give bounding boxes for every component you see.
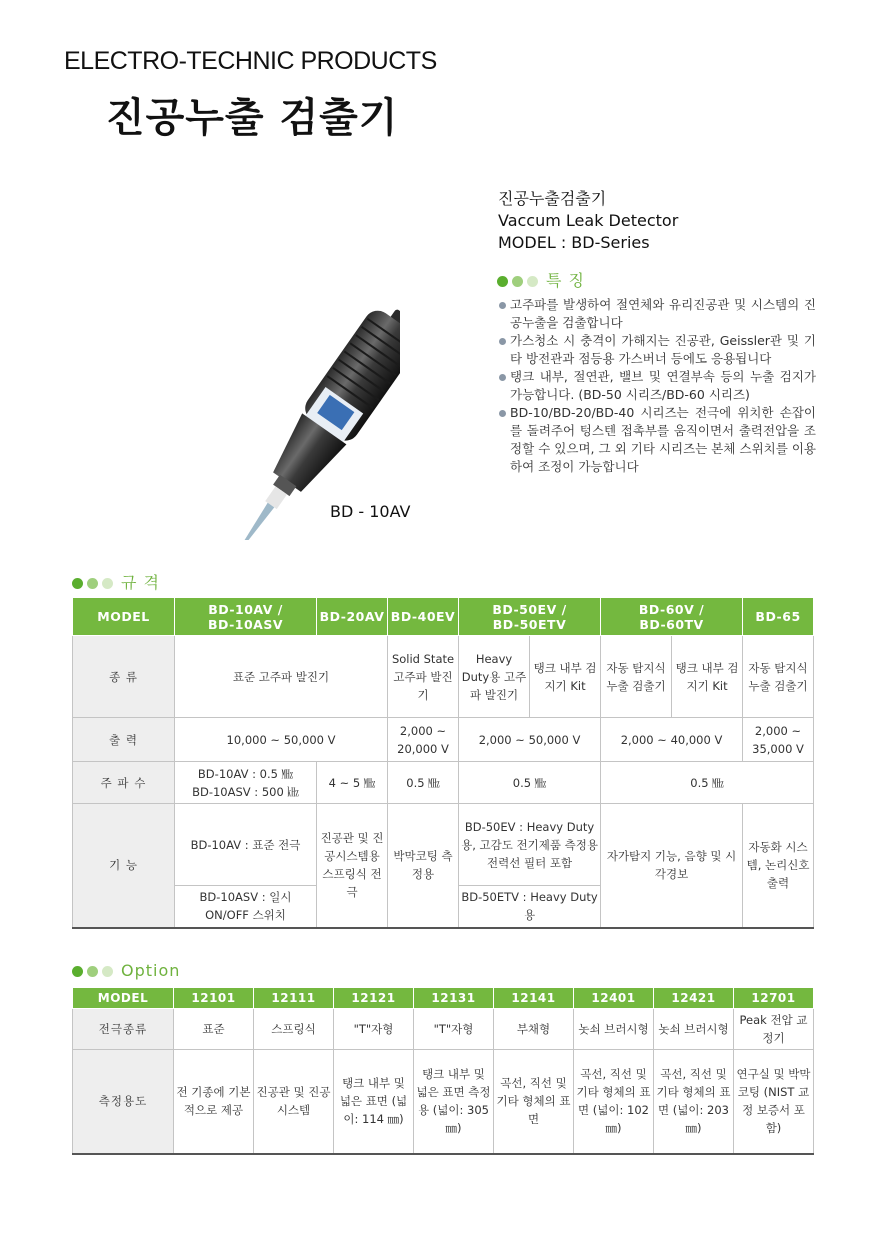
table-cell: 자동 탐지식 누출 검출기	[743, 636, 814, 718]
table-row	[73, 762, 814, 804]
table-cell: 진공관 및 진공시스템용 스프링식 전극	[317, 804, 388, 928]
bullet-dots-icon	[72, 966, 113, 977]
table-row	[73, 1050, 814, 1154]
spec-col-bd40: BD-40EV	[388, 598, 459, 636]
option-col: 12401	[574, 988, 654, 1009]
table-cell: BD-10AV : 표준 전극	[175, 804, 317, 886]
features-list	[498, 296, 816, 476]
table-cell: 진공관 및 진공 시스템	[254, 1050, 334, 1154]
table-cell: "T"자형	[414, 1009, 494, 1050]
table-row	[73, 1009, 814, 1050]
option-table	[72, 987, 814, 1155]
table-cell: "T"자형	[334, 1009, 414, 1050]
bullet-dots-icon	[497, 276, 538, 287]
table-cell: 곡선, 직선 및 기타 형체의 표면	[494, 1050, 574, 1154]
table-cell: BD-50EV : Heavy Duty용, 고감도 전기제품 측정용 전력선 필터 포함	[459, 804, 601, 886]
option-heading: Option	[72, 961, 180, 980]
spec-col-bd60: BD-60V / BD-60TV	[601, 598, 743, 636]
option-col: 12141	[494, 988, 574, 1009]
feature-item: 고주파를 발생하여 절연체와 유리진공관 및 시스템의 진공누출을 검출합니다	[498, 296, 816, 332]
product-name-en: Vaccum Leak Detector	[498, 211, 679, 230]
spec-heading: 규 격	[72, 570, 160, 593]
table-cell: 연구실 및 박막코팅 (NIST 교정 보증서 포함)	[734, 1050, 814, 1154]
table-row	[73, 718, 814, 762]
spec-col-model: MODEL	[73, 598, 175, 636]
table-row	[73, 804, 814, 886]
table-cell: Solid State 고주파 발진기	[388, 636, 459, 718]
table-cell: BD-50ETV : Heavy Duty용	[459, 886, 601, 928]
table-cell: 놋쇠 브러시형	[574, 1009, 654, 1050]
table-cell: 전 기종에 기본적으로 제공	[174, 1050, 254, 1154]
spec-col-bd10: BD-10AV / BD-10ASV	[175, 598, 317, 636]
vacuum-leak-detector-image	[120, 250, 400, 540]
row-label-function: 기 능	[73, 804, 175, 928]
spec-header-row	[73, 598, 814, 636]
table-cell: BD-10ASV : 일시 ON/OFF 스위치	[175, 886, 317, 928]
table-cell: 탱크 내부 검지기 Kit	[672, 636, 743, 718]
table-cell: 박막코팅 측정용	[388, 804, 459, 928]
table-cell: 자동화 시스템, 논리신호 출력	[743, 804, 814, 928]
table-cell: 탱크 내부 검지기 Kit	[530, 636, 601, 718]
option-col: 12121	[334, 988, 414, 1009]
option-header-row	[73, 988, 814, 1009]
option-col: 12111	[254, 988, 334, 1009]
table-cell: 10,000 ~ 50,000 V	[175, 718, 388, 762]
table-cell: 놋쇠 브러시형	[654, 1009, 734, 1050]
table-cell: 2,000 ~ 40,000 V	[601, 718, 743, 762]
table-cell: 4 ~ 5 ㎒	[317, 762, 388, 804]
feature-item: BD-10/BD-20/BD-40 시리즈는 전극에 위치한 손잡이를 돌려주어 텅스텐 접촉부를 움직이면서 출력전압을 조정할 수 있으며, 그 외 기타 시리즈는 본체 스위치를 이용하여 조정이 가능합니다	[498, 404, 816, 476]
table-cell: 곡선, 직선 및 기타 형체의 표면 (넓이: 102 ㎜)	[574, 1050, 654, 1154]
table-cell: 표준 고주파 발진기	[175, 636, 388, 718]
row-label-frequency: 주 파 수	[73, 762, 175, 804]
product-name-kr: 진공누출검출기	[498, 189, 607, 208]
option-col: 12101	[174, 988, 254, 1009]
product-caption: BD - 10AV	[330, 502, 411, 521]
spec-col-bd50: BD-50EV / BD-50ETV	[459, 598, 601, 636]
row-label-type: 종 류	[73, 636, 175, 718]
table-cell: 곡선, 직선 및 기타 형체의 표면 (넓이: 203 ㎜)	[654, 1050, 734, 1154]
table-cell: BD-10AV : 0.5 ㎒ BD-10ASV : 500 ㎑	[175, 762, 317, 804]
product-info	[498, 188, 678, 254]
table-cell: 표준	[174, 1009, 254, 1050]
table-cell: Peak 전압 교정기	[734, 1009, 814, 1050]
table-cell: 0.5 ㎒	[601, 762, 814, 804]
table-row	[73, 636, 814, 718]
spec-col-bd65: BD-65	[743, 598, 814, 636]
option-col: 12701	[734, 988, 814, 1009]
feature-item: 가스청소 시 충격이 가해지는 진공관, Geissler관 및 기타 방전관과 점등용 가스버너 등에도 응용됩니다	[498, 332, 816, 368]
row-label-usage: 측정용도	[73, 1050, 174, 1154]
table-cell: 자가탐지 기능, 음향 및 시각경보	[601, 804, 743, 928]
table-cell: Heavy Duty용 고주파 발진기	[459, 636, 530, 718]
page-title: 진공누출 검출기	[106, 95, 399, 141]
product-model: MODEL : BD-Series	[498, 233, 650, 252]
table-cell: 스프링식	[254, 1009, 334, 1050]
spec-col-bd20: BD-20AV	[317, 598, 388, 636]
bullet-dots-icon	[72, 578, 113, 589]
table-cell: 탱크 내부 및 넓은 표면 (넓이: 114 ㎜)	[334, 1050, 414, 1154]
option-col: 12421	[654, 988, 734, 1009]
feature-item: 탱크 내부, 절연관, 밸브 및 연결부속 등의 누출 검지가 가능합니다. (BD-50 시리즈/BD-60 시리즈)	[498, 368, 816, 404]
table-cell: 탱크 내부 및 넓은 표면 측정용 (넓이: 305 ㎜)	[414, 1050, 494, 1154]
table-cell: 부채형	[494, 1009, 574, 1050]
spec-table	[72, 597, 814, 929]
table-cell: 2,000 ~ 20,000 V	[388, 718, 459, 762]
option-col-model: MODEL	[73, 988, 174, 1009]
table-cell: 2,000 ~ 50,000 V	[459, 718, 601, 762]
table-cell: 0.5 ㎒	[459, 762, 601, 804]
features-heading: 특 징	[497, 268, 585, 291]
table-cell: 2,000 ~ 35,000 V	[743, 718, 814, 762]
row-label-output: 출 력	[73, 718, 175, 762]
row-label-electrode: 전극종류	[73, 1009, 174, 1050]
brand-title: ELECTRO-TECHNIC PRODUCTS	[64, 47, 437, 75]
table-cell: 0.5 ㎒	[388, 762, 459, 804]
table-cell: 자동 탐지식 누출 검출기	[601, 636, 672, 718]
option-col: 12131	[414, 988, 494, 1009]
